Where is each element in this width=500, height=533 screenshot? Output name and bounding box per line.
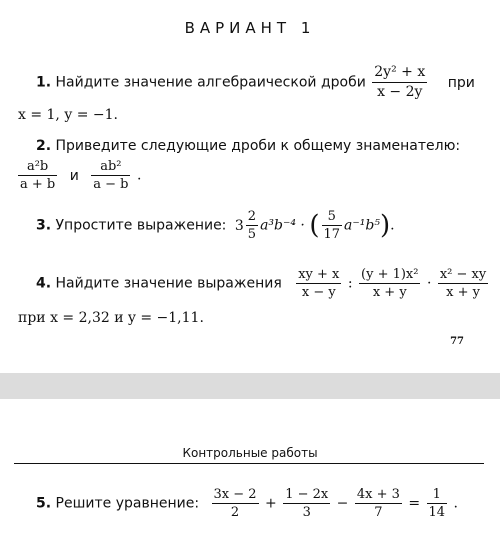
task-5-fraction-3-den: 7 xyxy=(374,505,383,520)
task-5-op-2: − xyxy=(336,495,349,512)
right-paren: ) xyxy=(379,210,391,241)
task-3-coef-num: 2 xyxy=(247,209,257,224)
task-1-condition: x = 1, y = −1. xyxy=(18,107,118,123)
task-5-fraction-1-num: 3x − 2 xyxy=(213,487,257,502)
task-1-fraction xyxy=(372,63,427,102)
task-1-fraction-den: x − 2y xyxy=(377,84,423,100)
task-4-op-2: · xyxy=(426,275,432,292)
task-4-fraction-2-num: (y + 1)x² xyxy=(361,267,419,282)
task-2-fraction-1 xyxy=(18,158,57,193)
task-5-end: . xyxy=(453,495,458,512)
task-2-number: 2. xyxy=(36,138,52,154)
task-4-condition: при x = 2,32 и y = −1,11. xyxy=(18,310,204,326)
task-1-fraction-num: 2y² + x xyxy=(372,63,427,83)
task-4-fraction-1-den: x − y xyxy=(301,285,336,300)
task-3 xyxy=(36,208,395,243)
task-3-inner-num: 5 xyxy=(322,208,343,226)
task-4 xyxy=(36,266,490,301)
task-4-fraction-2-den: x + y xyxy=(372,285,407,300)
task-5-op-1: + xyxy=(265,495,277,512)
task-5-text: Решите уравнение: xyxy=(55,495,200,512)
task-5-fraction-3 xyxy=(355,486,402,521)
task-4-fraction-1-num: xy + x xyxy=(298,267,340,282)
task-1-text: Найдите значение алгебраической дроби xyxy=(55,74,366,91)
task-2 xyxy=(36,138,460,154)
task-5-fraction-2 xyxy=(283,486,330,521)
task-4-op-1: : xyxy=(347,275,353,292)
task-5-fraction-4 xyxy=(427,486,448,521)
task-5-number: 5. xyxy=(36,495,52,512)
header-rule xyxy=(14,463,484,464)
task-2-fraction-1-num: a²b xyxy=(18,158,57,176)
task-4-text: Найдите значение выражения xyxy=(55,275,282,292)
task-5-fraction-2-den: 3 xyxy=(302,505,311,520)
task-5-fraction-1-den: 2 xyxy=(230,505,240,520)
task-2-fraction-1-den: a + b xyxy=(20,177,56,192)
variant-title: ВАРИАНТ 1 xyxy=(184,19,316,37)
task-1-tail: при xyxy=(447,74,475,91)
task-5-fraction-3-num: 4x + 3 xyxy=(356,487,400,502)
task-5-equals: = xyxy=(408,495,421,512)
task-3-end: . xyxy=(390,217,395,234)
task-3-whole: 3 xyxy=(234,217,244,234)
task-1 xyxy=(36,63,475,102)
task-4-fraction-2 xyxy=(359,266,420,301)
task-3-vars: a³b⁻⁴ · xyxy=(260,217,305,234)
task-2-end: . xyxy=(136,167,142,184)
task-2-text: Приведите следующие дроби к общему знаменателю: xyxy=(55,138,461,154)
task-3-inner-fraction xyxy=(322,208,343,243)
task-5-fraction-4-den: 14 xyxy=(428,505,446,520)
task-4-fraction-3-den: x + y xyxy=(446,285,480,300)
running-header: Контрольные работы xyxy=(182,446,318,460)
task-5-fraction-2-num: 1 − 2x xyxy=(285,487,329,502)
task-4-fraction-3 xyxy=(438,266,488,301)
page-number: 77 xyxy=(450,336,464,347)
task-5 xyxy=(36,486,458,521)
task-3-coef-den: 5 xyxy=(247,227,257,242)
task-2-fraction-2 xyxy=(91,158,130,193)
task-4-fraction-3-num: x² − xy xyxy=(439,267,487,282)
page-separator xyxy=(0,373,500,399)
task-3-inner-vars: a⁻¹b⁵ xyxy=(344,217,380,234)
task-3-number: 3. xyxy=(36,217,52,234)
task-2-fraction-2-num: ab² xyxy=(91,158,130,176)
task-4-fraction-1 xyxy=(296,266,341,301)
task-3-text: Упростите выражение: xyxy=(55,217,227,234)
task-3-inner-den: 17 xyxy=(323,227,341,242)
task-3-coef-fraction xyxy=(246,208,258,243)
task-5-fraction-1 xyxy=(212,486,259,521)
task-2-fractions xyxy=(16,158,141,193)
task-2-conjunction: и xyxy=(69,167,79,184)
task-4-number: 4. xyxy=(36,275,52,292)
left-paren: ( xyxy=(309,210,320,241)
task-2-fraction-2-den: a − b xyxy=(93,177,129,192)
task-1-number: 1. xyxy=(36,74,52,91)
task-5-fraction-4-num: 1 xyxy=(427,486,448,504)
